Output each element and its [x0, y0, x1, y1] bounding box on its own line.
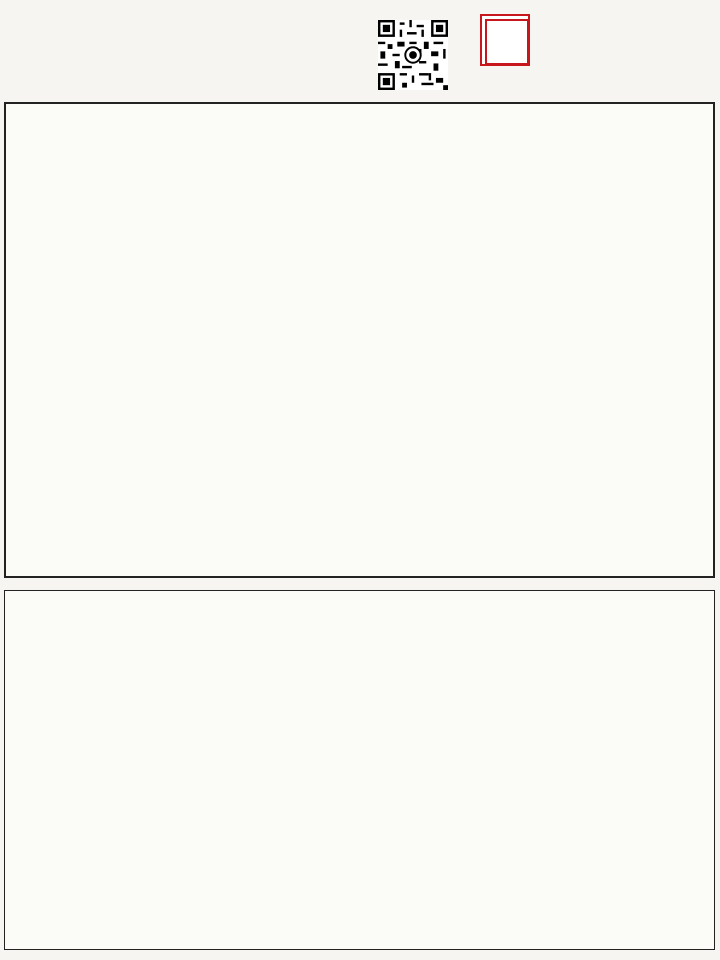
qr-code-icon	[378, 20, 448, 90]
header	[0, 0, 720, 100]
seal-stamp-icon	[480, 14, 530, 66]
annual-luck-grid	[4, 590, 715, 950]
bazi-chart	[4, 102, 715, 578]
